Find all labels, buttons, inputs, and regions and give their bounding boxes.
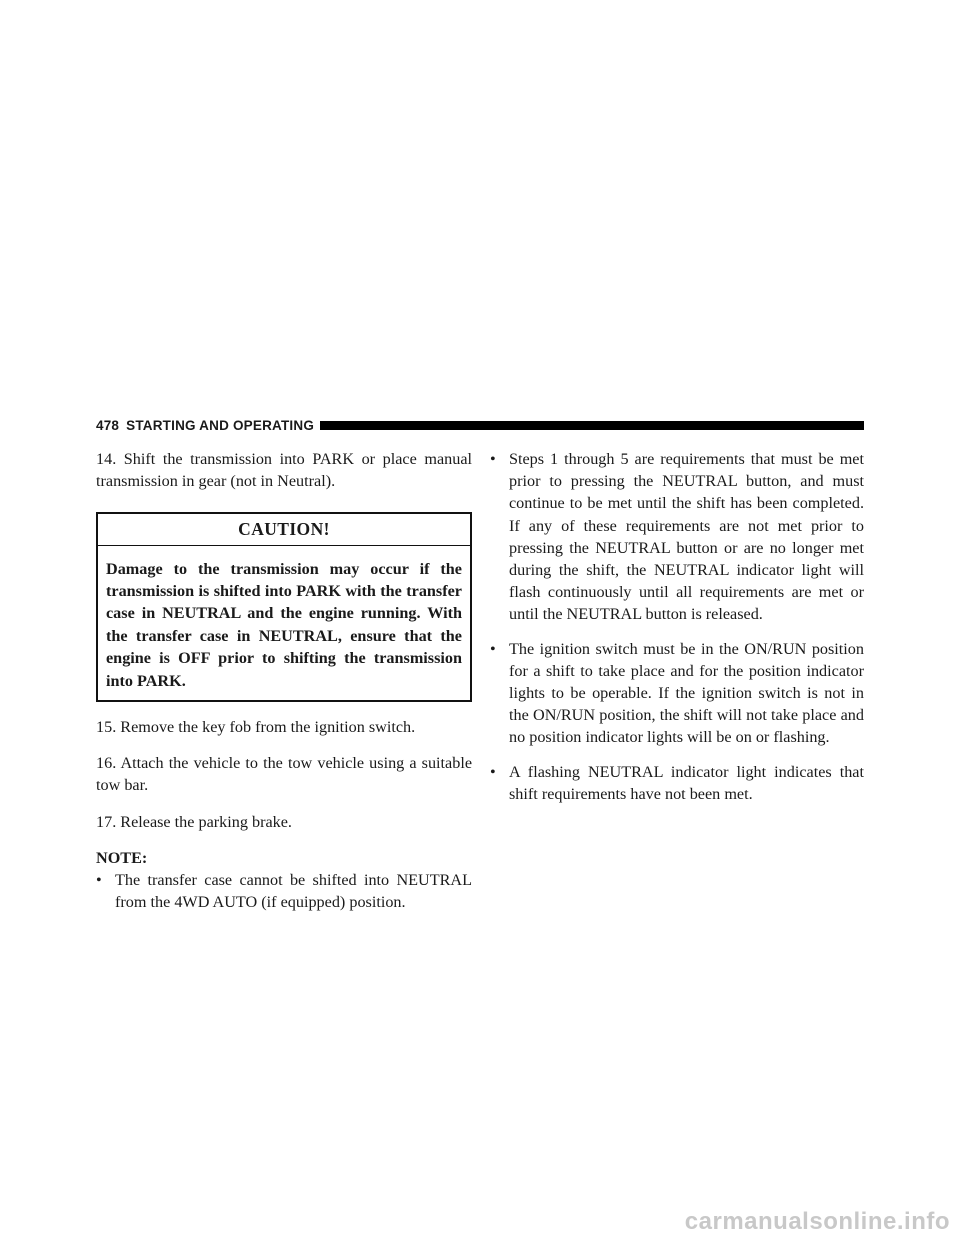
left-column (96, 448, 472, 925)
page-number: 478 (96, 417, 120, 433)
list-item-text: Steps 1 through 5 are requirements that must be met prior to pressing the NEUTRAL button, and must continue to be met until the shift has been completed. If any of these requirements are not met prior to pressing the NEUTRAL button or are no longer met during the shift, the NEUTRAL indicator light will flash continuously until all requirements are met or until the NEUTRAL button is released. (509, 450, 864, 624)
note-label: NOTE: (96, 848, 148, 867)
watermark: carmanualsonline.info (684, 1208, 950, 1235)
list-item-text: The ignition switch must be in the ON/RUN position for a shift to take place and for the position indicator lights to be operable. If the ignition switch is not in the ON/RUN position, the shift will not take place and no position indicator lights will be on or flashing. (509, 639, 864, 747)
bullet-marker: • (96, 871, 102, 890)
page-header (96, 416, 864, 434)
header-rule (320, 421, 864, 430)
caution-title: CAUTION! (98, 514, 470, 545)
step-17: 17. Release the parking brake. (96, 812, 292, 831)
caution-body: Damage to the transmission may occur if the transmission is shifted into PARK with the transfer case in NEUTRAL and the engine running. With the transfer case in NEUTRAL, ensure that the engine is OFF prior to shifting the transmission into PARK. (106, 559, 462, 690)
right-column (490, 448, 864, 817)
list-item (490, 761, 864, 805)
list-item (490, 448, 864, 626)
note-bullet-text: The transfer case cannot be shifted into NEUTRAL from the 4WD AUTO (if equipped) position. (115, 871, 472, 912)
list-item-text: A flashing NEUTRAL indicator light indicates that shift requirements have not been met. (509, 762, 864, 803)
step-15: 15. Remove the key fob from the ignition switch. (96, 718, 416, 737)
section-title: STARTING AND OPERATING (126, 417, 315, 433)
bullet-marker: • (490, 450, 496, 468)
note-bullet (96, 869, 472, 913)
step-14: 14. Shift the transmission into PARK or place manual transmission in gear (not in Neutral). (96, 450, 472, 491)
bullet-marker: • (490, 762, 496, 781)
bullet-marker: • (490, 639, 496, 658)
list-item (490, 638, 864, 749)
step-16: 16. Attach the vehicle to the tow vehicle using a suitable tow bar. (96, 754, 472, 795)
caution-box (96, 512, 472, 702)
